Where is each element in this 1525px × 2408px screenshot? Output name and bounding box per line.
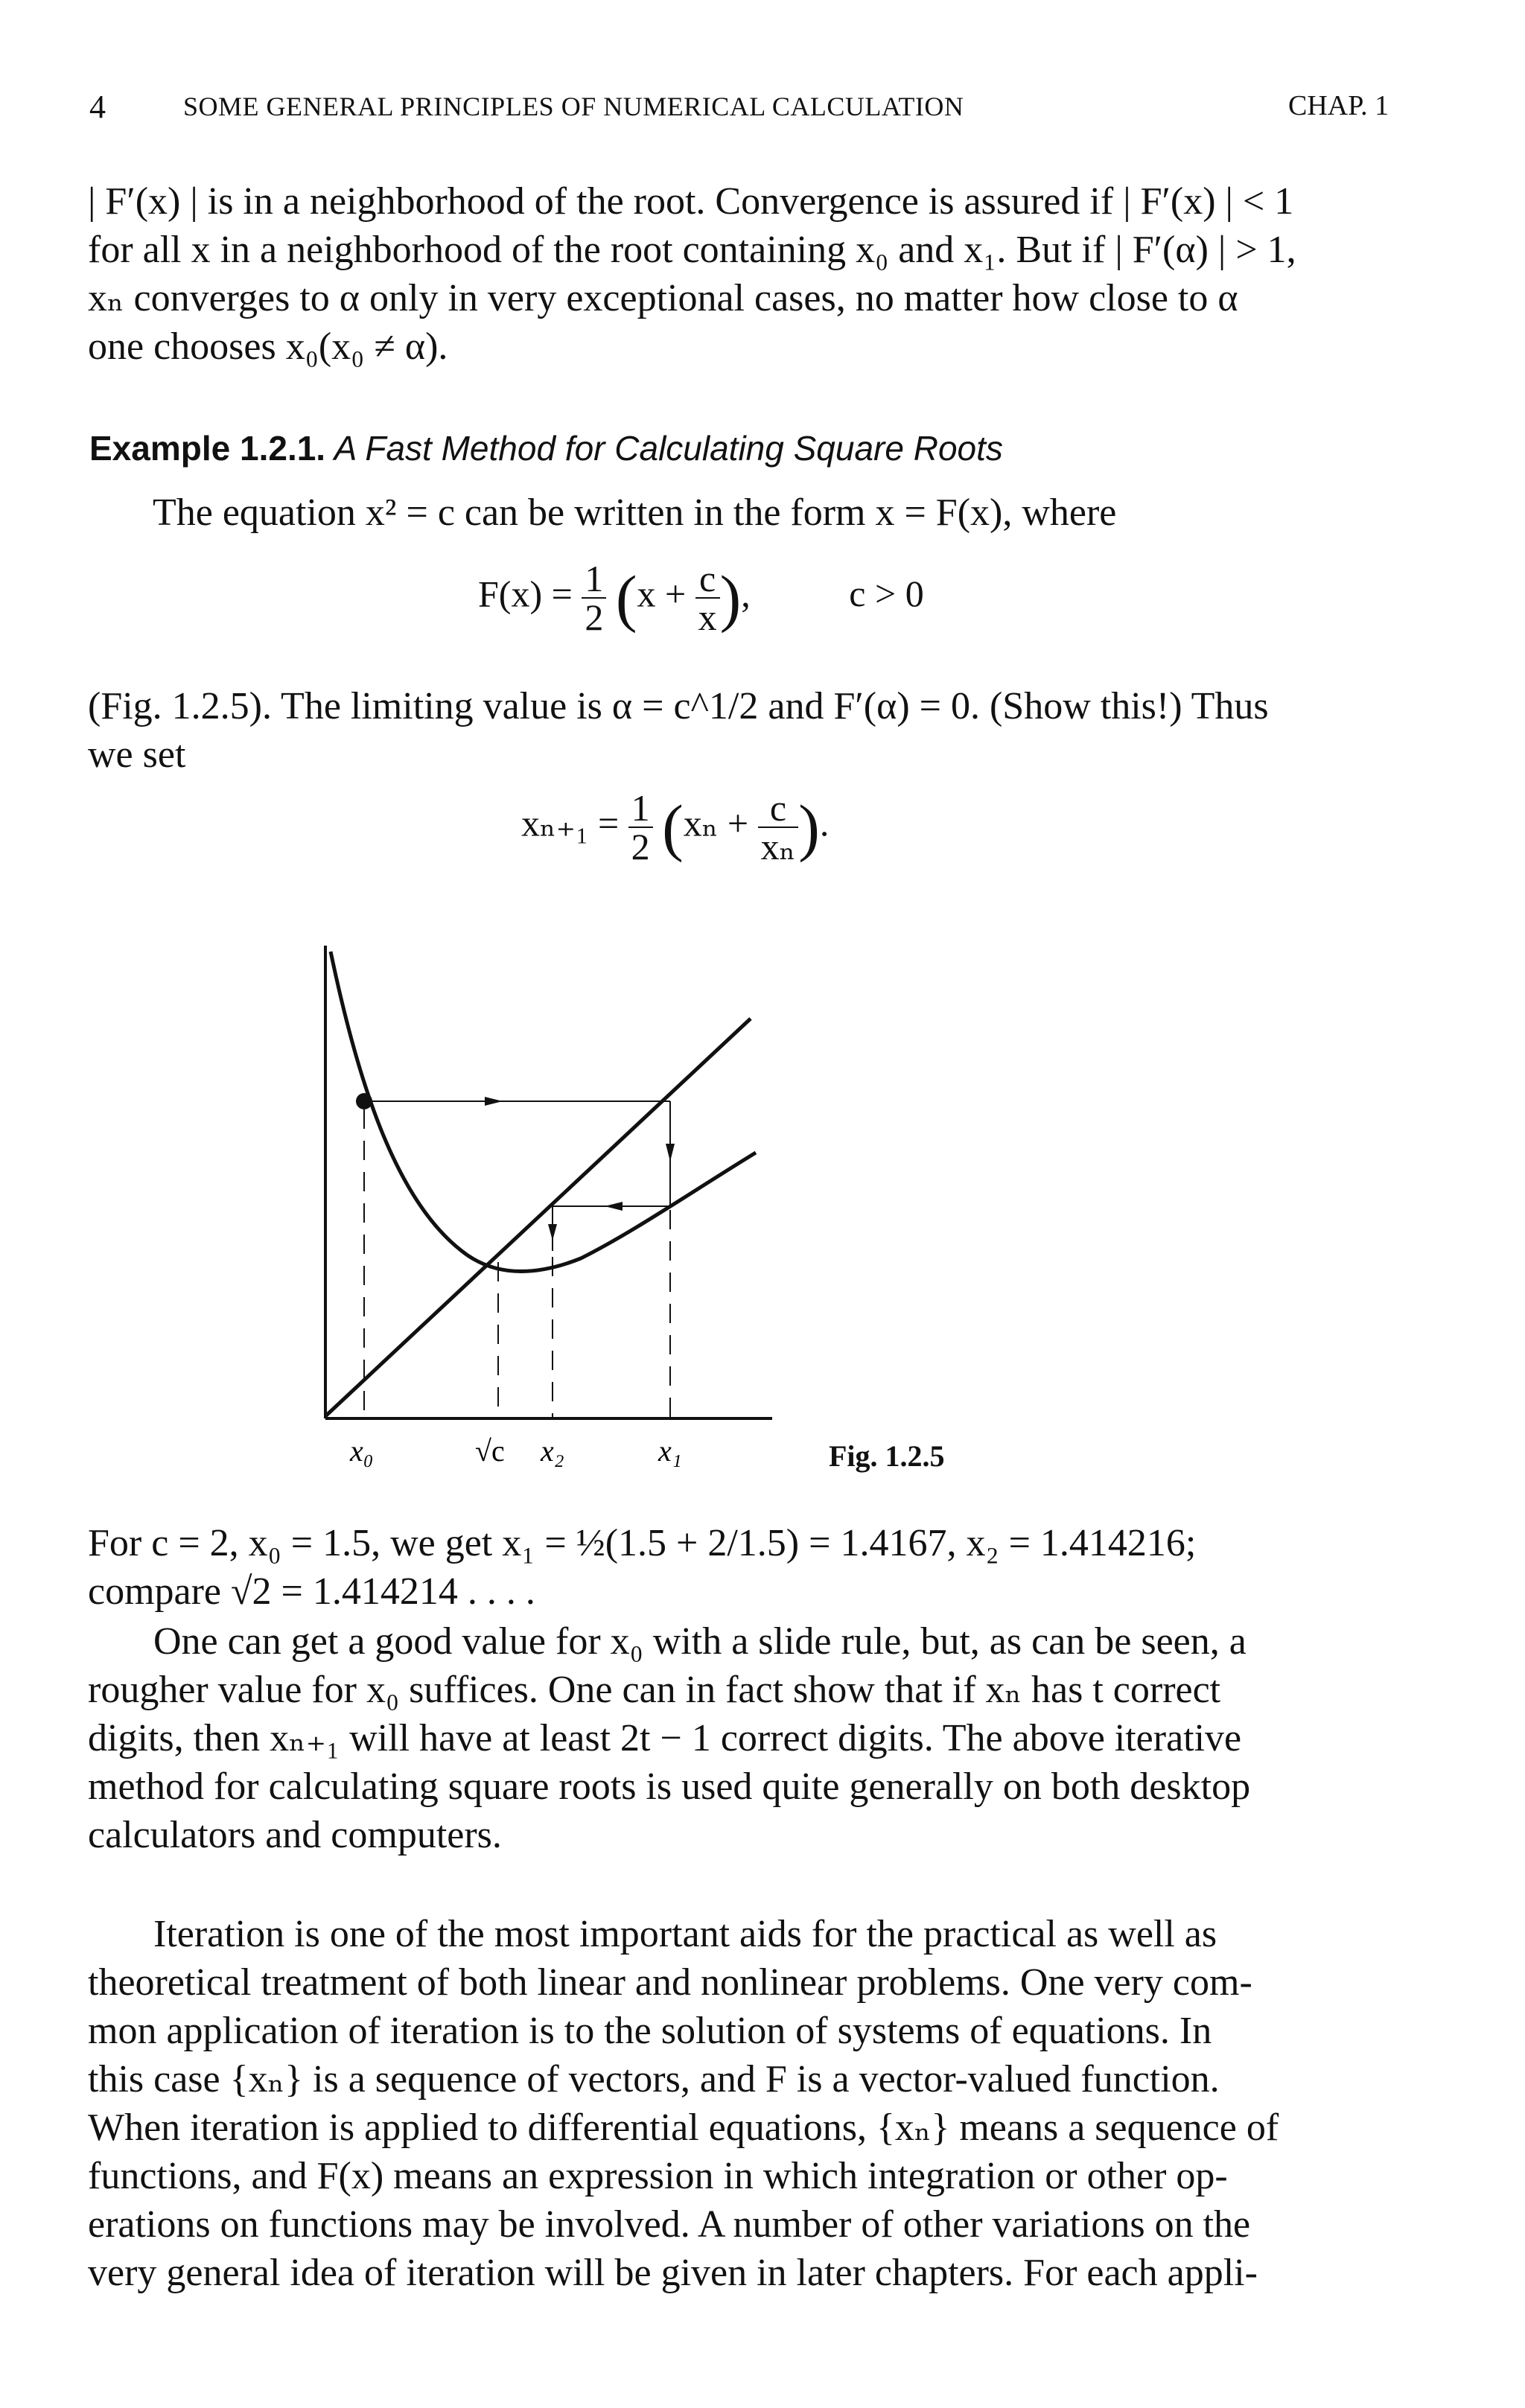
arrow-icon	[605, 1202, 623, 1211]
text-line: for all x in a neighborhood of the root containing x₀ and x₁. But if | F′(α) | > 1,	[88, 229, 1296, 271]
text-line: compare √2 = 1.414214 . . . .	[88, 1570, 535, 1613]
iteration-paragraph	[88, 1910, 1421, 2297]
text-line: we set	[88, 733, 186, 776]
iteration-figure	[313, 923, 797, 1474]
text-line: For c = 2, x₀ = 1.5, we get x₁ = ½(1.5 + 2/1.5) = 1.4167, x₂ = 1.414216;	[88, 1522, 1197, 1564]
running-head: SOME GENERAL PRINCIPLES OF NUMERICAL CALCULATION	[183, 92, 964, 121]
example-label: Example 1.2.1.	[89, 429, 326, 468]
eq-lhs: xₙ₊₁ =	[521, 802, 620, 844]
tick-label-x2: x₂	[541, 1434, 564, 1468]
limit-paragraph	[88, 682, 1421, 779]
example-title: A Fast Method for Calculating Square Roots	[334, 429, 1003, 468]
eq-fraction: $\frac{1}{2}$	[628, 789, 653, 865]
text-line: When iteration is applied to differential equations, {xₙ} means a sequence of	[88, 2106, 1279, 2149]
slide-rule-paragraph	[88, 1617, 1421, 1859]
text-line: The equation x² = c can be written in the form x = F(x), where	[153, 491, 1117, 534]
text-line: one chooses x₀(x₀ ≠ α).	[88, 325, 448, 368]
function-curve	[331, 952, 756, 1272]
tick-label-x0: x₀	[350, 1434, 374, 1468]
text-line: erations on functions may be involved. A number of other variations on the	[88, 2203, 1251, 2246]
eq-condition: c > 0	[849, 573, 924, 615]
text-line: rougher value for x₀ suffices. One can in fact show that if xₙ has t correct	[88, 1669, 1221, 1711]
eq-inner-fraction: $\frac{c}{\text{xₙ}}$	[758, 789, 799, 865]
text-line: mon application of iteration is to the solution of systems of equations. In	[88, 2010, 1212, 2052]
eq-lhs: F(x) =	[478, 573, 573, 615]
text-line: | F′(x) | is in a neighborhood of the root. Convergence is assured if | F′(x) | < 1	[88, 180, 1294, 223]
text-line: digits, then xₙ₊₁ will have at least 2t − 1 correct digits. The above iterative	[88, 1717, 1242, 1759]
text-line: this case {xₙ} is a sequence of vectors, and F is a vector-valued function.	[88, 2058, 1220, 2100]
arrow-icon	[485, 1097, 503, 1106]
text-line: functions, and F(x) means an expression in which integration or other op-	[88, 2155, 1228, 2197]
tick-label-x1: x₁	[658, 1434, 682, 1468]
diagonal-line	[325, 1019, 751, 1416]
result-paragraph	[88, 1519, 1421, 1616]
page-number: 4	[89, 89, 106, 125]
text-line: calculators and computers.	[88, 1814, 502, 1856]
example-heading	[89, 428, 1003, 468]
text-line: Iteration is one of the most important aids for the practical as well as	[153, 1913, 1217, 1955]
figure-caption: Fig. 1.2.5	[829, 1439, 945, 1473]
arrow-icon	[666, 1144, 675, 1162]
equation-f: F(x) = $\frac{1}{2}$ (x + $\frac{c}{x}$ ), c > 0	[478, 558, 924, 638]
eq-fraction: $\frac{1}{2}$	[582, 560, 606, 636]
text-line: One can get a good value for x₀ with a slide rule, but, as can be seen, a	[153, 1620, 1247, 1663]
chapter-label: CHAP. 1	[1288, 90, 1389, 121]
arrow-icon	[548, 1224, 557, 1240]
text-line: very general idea of iteration will be given in later chapters. For each appli-	[88, 2252, 1258, 2294]
example-text	[153, 488, 1419, 537]
eq-inner-fraction: $\frac{c}{x}$	[695, 560, 720, 636]
tick-label-sqrt-c: √c	[475, 1434, 505, 1468]
text-line: theoretical treatment of both linear and nonlinear problems. One very com-	[88, 1961, 1252, 2004]
text-line: xₙ converges to α only in very exceptional cases, no matter how close to α	[88, 277, 1238, 319]
text-line: (Fig. 1.2.5). The limiting value is α = c^1/2 and F′(α) = 0. (Show this!) Thus	[88, 685, 1269, 727]
text-line: method for calculating square roots is used quite generally on both desktop	[88, 1765, 1251, 1808]
intro-paragraph	[88, 177, 1421, 371]
equation-iteration: xₙ₊₁ = $\frac{1}{2}$ (xₙ + $\frac{c}{\text{xₙ}}$ ).	[521, 787, 830, 867]
